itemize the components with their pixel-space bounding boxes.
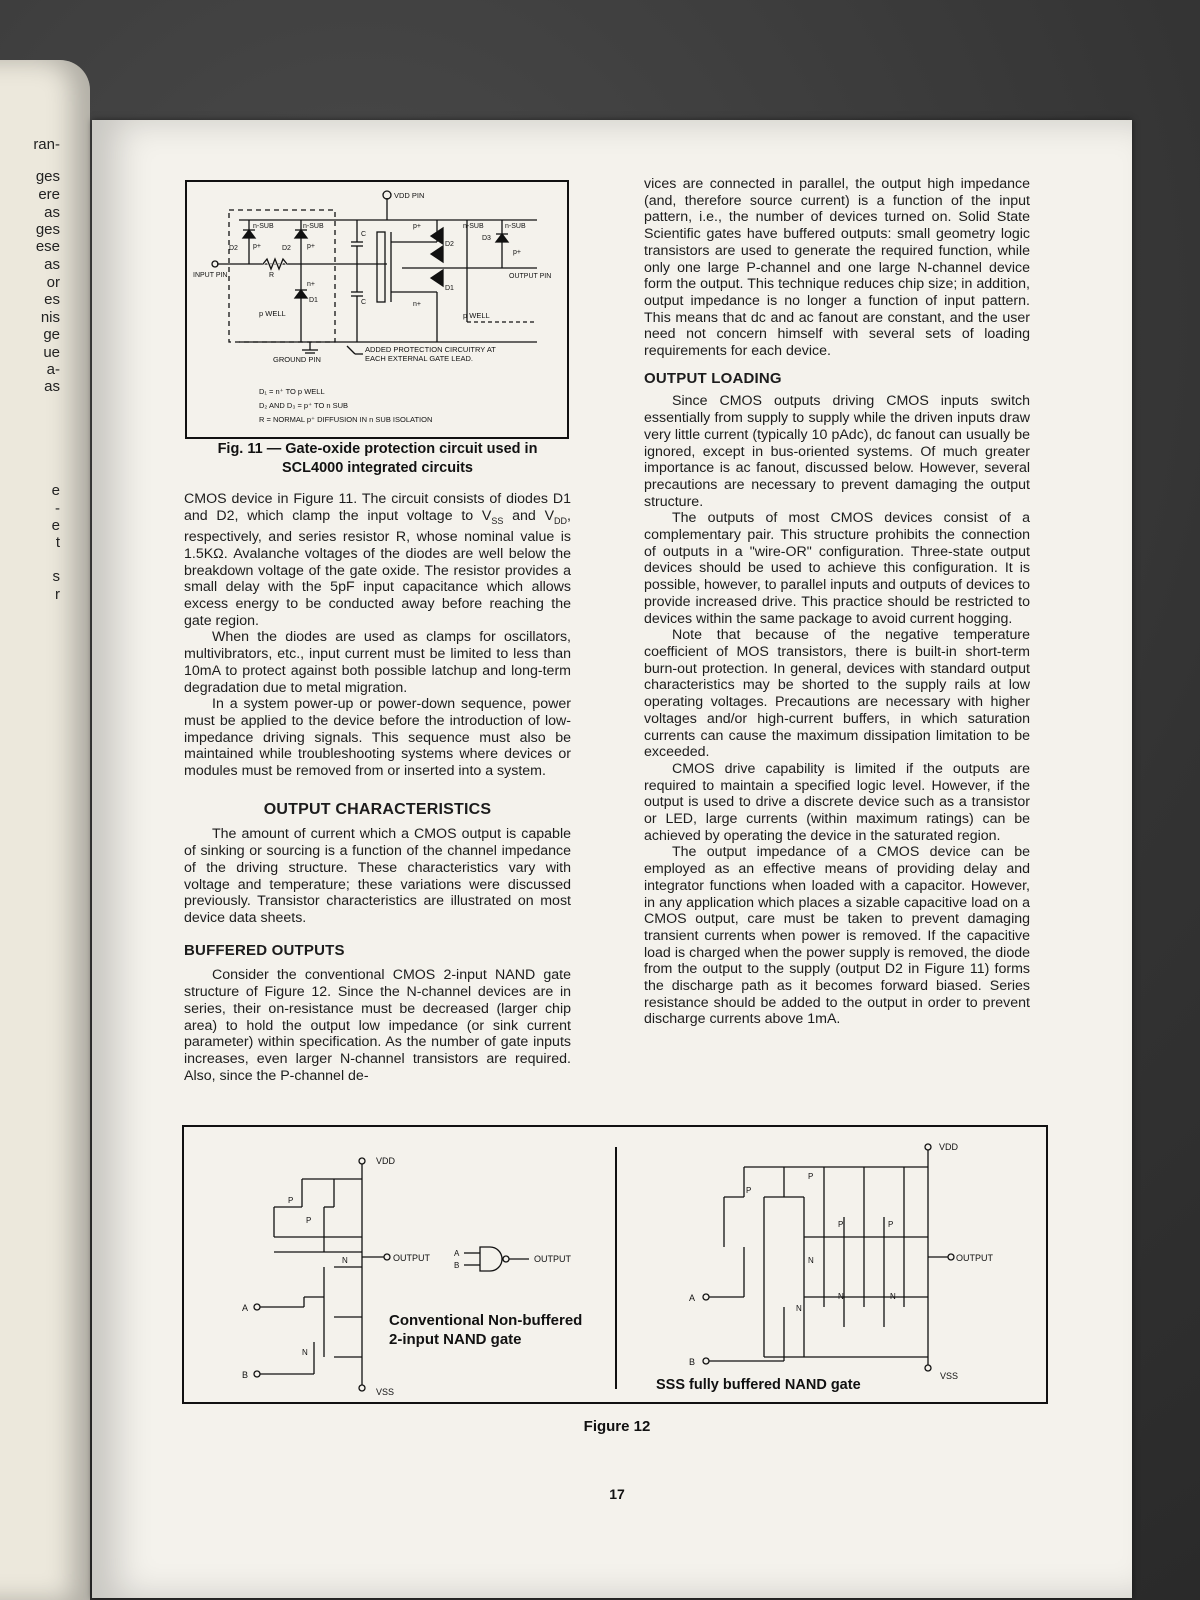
fig12-left-title: 2-input NAND gate [389, 1331, 522, 1348]
left-page-fragment: s [52, 568, 60, 585]
left-column [184, 491, 571, 1084]
fig12-left-n-label: N [302, 1348, 308, 1357]
left-page-fragment: t [55, 534, 60, 551]
book-page [92, 120, 1132, 1598]
fig11-nsub-label: n-SUB [505, 223, 526, 230]
fig11-pplus-label: p+ [307, 243, 315, 250]
left-page-fragment: ran- [33, 136, 60, 153]
left-page-fragment: nis [40, 309, 60, 326]
fig11-legend-line: R = NORMAL p⁺ DIFFUSION IN n SUB ISOLATION [259, 415, 433, 424]
fig11-d2-label: D2 [229, 245, 238, 252]
fig12-right-n-label: N [890, 1292, 896, 1301]
fig12-left-input-a: A [242, 1303, 249, 1313]
figure-11-circuit [187, 182, 567, 437]
fig11-d3-label: D3 [482, 235, 491, 242]
left-page-fragment: - [55, 500, 60, 517]
fig11-vdd-label: VDD PIN [394, 191, 425, 200]
fig12-symbol-b: B [454, 1261, 460, 1270]
fig11-d1-label: D1 [309, 297, 318, 304]
fig12-symbol-output: OUTPUT [534, 1254, 571, 1264]
section-heading: BUFFERED OUTPUTS [184, 941, 345, 959]
section-heading: OUTPUT LOADING [644, 369, 782, 387]
paragraph-text: CMOS device in Figure 11. The circuit consists of diodes D1 and D2, which clamp the input voltage to V [184, 491, 571, 524]
fig12-right-p-label: P [808, 1172, 814, 1181]
fig11-input-label: INPUT PIN [193, 272, 228, 279]
figure-12-circuits [184, 1127, 1046, 1402]
left-page-fragment: es [44, 291, 60, 308]
fig11-d2-label: D2 [282, 245, 291, 252]
paragraph: In a system power-up or power-down sequence, power must be applied to the device before the introduction of low-impedance driving signals. This sequence must also be maintained while troubleshooting systems where devices or modules must be removed from or inserted into a system. [184, 696, 571, 780]
fig12-left-output-label: OUTPUT [393, 1253, 430, 1263]
fig11-r-label: R [269, 272, 275, 279]
fig11-pplus-label: p+ [413, 223, 421, 230]
fig12-left-p-label: P [306, 1216, 312, 1225]
fig11-nsub-label: n-SUB [253, 223, 274, 230]
fig12-left-vss-label: VSS [376, 1387, 395, 1397]
fig11-d1-label: D1 [445, 285, 454, 292]
fig12-left-title: Conventional Non-buffered [389, 1312, 583, 1329]
left-page-fragment: r [55, 586, 60, 603]
fig12-right-p-label: P [888, 1220, 894, 1229]
subscript: DD [554, 515, 568, 526]
fig11-added-label: EACH EXTERNAL GATE LEAD. [365, 354, 473, 363]
fig11-legend-line: D₂ AND D₃ = p⁺ TO n SUB [259, 401, 349, 410]
paragraph: CMOS drive capability is limited if the outputs are required to maintain a specified logic level. However, if the output is used to drive a discrete device such as a transistor or LED, large currents (within maximum ratings) can be achieved by operating the device in the saturated region. [644, 760, 1030, 844]
figure-12-caption: Figure 12 [583, 1418, 651, 1435]
fig12-right-output-label: OUTPUT [956, 1253, 993, 1263]
paragraph: Since CMOS outputs driving CMOS inputs switch essentially from supply to supply while the driven inputs draw very little current (typically 10 pAdc), dc fanout can usually be ignored, except in bus-oriented systems. Of much greater importance is ac fanout, discussed below. However, several precautions are necessary to prevent damaging the output structure. [644, 393, 1030, 510]
fig12-right-vss-label: VSS [940, 1371, 959, 1381]
fig11-d2-label: D2 [445, 241, 454, 248]
fig11-c-label: C [361, 299, 367, 306]
left-page-fragment: e [51, 482, 60, 499]
left-page-fragment: as [44, 204, 60, 221]
paragraph [184, 491, 571, 629]
left-page-fragment: ges [35, 221, 60, 238]
left-page-fragment: e [51, 517, 60, 534]
fig11-ground-label: GROUND PIN [273, 355, 321, 364]
left-page-fragment: as [44, 378, 60, 395]
section-heading: OUTPUT CHARACTERISTICS [263, 800, 492, 818]
paragraph: The output impedance of a CMOS device can be employed as an effective means of providing delay and integrator functions when loaded with a capacitor. However, in any application which places a sizable capacitive load on a CMOS output, care must be taken to prevent damaging transient currents when power is removed. If the capacitive load is charged when the power supply is removed, the diode from the output to the supply (output D2 in Figure 11) forms the discharge path as it becomes forward biased. Series resistance should be added to the output in order to prevent discharge currents above 1mA. [644, 844, 1030, 1028]
figure-11-box [185, 180, 569, 439]
left-page-fragment: ere [38, 186, 60, 203]
fig12-right-input-a: A [689, 1293, 696, 1303]
page-number: 17 [609, 1486, 625, 1502]
paragraph-text: and V [503, 507, 555, 524]
fig12-right-p-label: P [838, 1220, 844, 1229]
fig12-right-n-label: N [808, 1256, 814, 1265]
fig12-right-input-b: B [689, 1357, 696, 1367]
left-page-fragment: as [44, 256, 60, 273]
fig11-nsub-label: n-SUB [463, 223, 484, 230]
paragraph: Consider the conventional CMOS 2-input NAND gate structure of Figure 12. Since the N-channel devices are in series, their on-resistance must be decreased (larger chip area) to hold the output low impedance (or sink current parameter) within specification. As the number of gate inputs increases, even larger N-channel transistors are required. Also, since the P-channel de- [184, 967, 571, 1084]
figure-11-caption-line: Fig. 11 — Gate-oxide protection circuit used in [217, 441, 538, 457]
left-page-fragment: ese [35, 238, 60, 255]
fig11-pplus-label: p+ [513, 249, 521, 256]
fig11-nplus-label: n+ [413, 301, 421, 308]
fig12-left-input-b: B [242, 1370, 249, 1380]
paragraph: Note that because of the negative temperature coefficient of MOS transistors, there is built-in short-term burn-out protection. In general, devices with standard output characteristics may be shorted to the supply rails at low operating voltages. Precautions are necessary with higher voltages and/or high-current buffers, in which saturation currents can cause the maximum dissipation limitation to be exceeded. [644, 627, 1030, 761]
left-page-fragment: ue [43, 344, 60, 361]
figure-11-caption [185, 440, 570, 478]
fig12-right-n-label: N [838, 1292, 844, 1301]
fig12-right-n-label: N [796, 1304, 802, 1313]
subscript: SS [491, 515, 504, 526]
fig12-right-title: SSS fully buffered NAND gate [656, 1377, 861, 1393]
paragraph-text: , respectively, and series resistor R, whose nominal value is 1.5KΩ. Avalanche voltages of the diodes are well below the breakdown voltage of the gate oxide. The resistor provides a small delay with the 5pF input capacitance which allows excess energy to be conducted away before reaching the gate region. [184, 507, 571, 629]
fig11-nplus-label: n+ [307, 281, 315, 288]
fig11-nsub-label: n-SUB [303, 223, 324, 230]
left-page-edge [0, 60, 90, 1600]
paragraph: The amount of current which a CMOS output is capable of sinking or sourcing is a function of the channel impedance of the driving structure. These characteristics vary with voltage and temperature; these variations were discussed previously. Transistor characteristics are illustrated on most device data sheets. [184, 826, 571, 926]
fig12-right-vdd-label: VDD [939, 1142, 959, 1152]
fig12-symbol-a: A [454, 1249, 460, 1258]
fig12-left-vdd-label: VDD [376, 1156, 396, 1166]
fig11-legend-line: D₁ = n⁺ TO p WELL [259, 387, 325, 396]
figure-11-caption-line: SCL4000 integrated circuits [282, 460, 473, 476]
fig11-added-label: ADDED PROTECTION CIRCUITRY AT [365, 345, 496, 354]
left-page-fragment: ge [43, 326, 60, 343]
fig12-left-p-label: P [288, 1196, 294, 1205]
fig11-output-label: OUTPUT PIN [509, 273, 552, 280]
paragraph: When the diodes are used as clamps for oscillators, multivibrators, etc., input current must be limited to less than 10mA to protect against both possible latchup and long-term degradation due to metal migration. [184, 629, 571, 696]
left-page-fragment: or [46, 274, 60, 291]
left-page-fragment: ges [35, 168, 60, 185]
right-column [644, 176, 1030, 1028]
fig11-c-label: C [361, 231, 367, 238]
left-page-fragment: a- [46, 361, 60, 378]
fig11-pplus-label: p+ [253, 243, 261, 250]
paragraph: vices are connected in parallel, the output high impedance (and, therefore source current) is a function of the input pattern, i.e., the number of devices turned on. Solid State Scientific gates have buffered outputs: small geometry logic transistors are used to generate the required function, while only one large P-channel and one large N-channel device form the output. This technique reduces chip size; in addition, output impedance is no longer a function of input pattern. This means that dc and ac fanout are constant, and the user need not concern himself with several sets of loading requirements for each device. [644, 176, 1030, 360]
fig11-pwell-label: p WELL [463, 311, 490, 320]
fig12-left-n-label: N [342, 1256, 348, 1265]
fig11-pwell-label: p WELL [259, 309, 286, 318]
paragraph: The outputs of most CMOS devices consist of a complementary pair. This structure prohibits the connection of outputs in a "wire-OR" configuration. Three-state output devices should be used to achieve this configuration. It is possible, however, to parallel inputs and outputs of devices to provide increased drive. This practice should be restricted to devices within the same package to avoid current hogging. [644, 510, 1030, 627]
fig12-right-p-label: P [746, 1186, 752, 1195]
figure-12-box [182, 1125, 1048, 1404]
